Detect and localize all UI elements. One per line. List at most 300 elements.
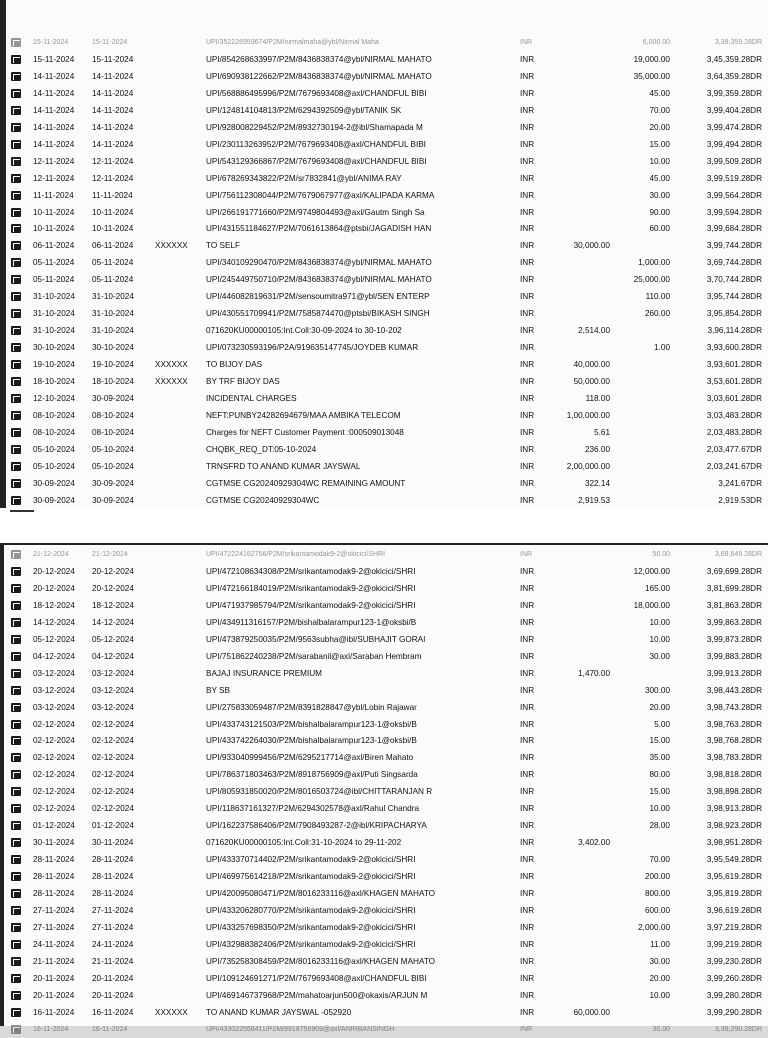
balance-cell: 3,99,260.28DR [706,973,762,983]
balance-cell: 3,95,854.28DR [706,309,762,319]
txn-date-cell: 03-12-2024 [33,668,75,678]
value-date-cell: 31-10-2024 [92,326,134,336]
table-row [0,682,768,699]
description-cell: UPI/124814104813/P2M/6294392509@ybl/TANIK SK [206,105,402,115]
value-date-cell: 14-11-2024 [92,71,134,81]
description-cell: UPI/433022556411/P2M/8918756909@axl/ANIRBANSINGH [206,1025,395,1033]
currency-cell: INR [520,956,535,966]
transaction-icon [11,974,21,983]
description-cell: UPI/928008229452/P2M/8932730194-2@ibl/Shamapada M [206,122,423,132]
table-row [0,665,768,682]
value-date-cell: 30-09-2024 [92,495,134,505]
currency-cell: INR [520,360,535,370]
value-date-cell: 24-11-2024 [92,939,134,949]
deposit-cell: 20.00 [649,973,670,983]
value-date-cell: 05-10-2024 [92,461,134,471]
transaction-icon [11,360,21,369]
transaction-icon [11,686,21,695]
txn-date-cell: 05-12-2024 [33,634,75,644]
txn-date-cell: 31-10-2024 [33,309,75,319]
txn-date-cell: 30-11-2024 [33,838,75,848]
description-cell: TO SELF [206,241,240,251]
deposit-cell: 90.00 [649,207,670,217]
table-row [0,580,768,597]
withdrawal-cell: 1,470.00 [578,668,610,678]
table-row [0,254,768,271]
description-cell: TO ANAND KUMAR JAYSWAL -052920 [206,1007,352,1017]
table-row [0,492,768,509]
currency-cell: INR [520,54,535,64]
currency-cell: INR [520,753,535,763]
value-date-cell: 03-12-2024 [92,685,134,695]
value-date-cell: 21-11-2024 [92,956,134,966]
value-date-cell: 30-10-2024 [92,343,134,353]
transaction-icon [11,479,21,488]
txn-date-cell: 10-11-2024 [33,207,75,217]
description-cell: UPI/433206280770/P2M/srikantamodak9-2@okicici/SHRI [206,905,416,915]
currency-cell: INR [520,889,535,898]
table-row [0,458,768,475]
table-row [0,220,768,237]
currency-cell: INR [520,461,535,471]
value-date-cell: 10-11-2024 [92,224,134,234]
value-date-cell: 21-12-2024 [92,551,128,558]
table-row [0,699,768,716]
value-date-cell: 31-10-2024 [92,309,134,319]
currency-cell: INR [520,444,535,454]
txn-date-cell: 28-11-2024 [33,889,75,898]
table-row [0,102,768,119]
description-cell: UPI/434911316157/P2M/bishalbalarampur123-1@oksbi/B [206,617,417,627]
value-date-cell: 28-11-2024 [92,872,134,882]
currency-cell: INR [520,990,535,1000]
deposit-cell: 30.00 [649,190,670,200]
table-row [0,851,768,868]
transaction-icon [11,652,21,661]
table-row [0,817,768,834]
deposit-cell: 60.00 [649,224,670,234]
txn-date-cell: 05-10-2024 [33,444,75,454]
description-cell: UPI/473879250035/P2M/9563subha@ibl/SUBHAJIT GORAI [206,634,426,644]
transaction-icon [11,241,21,250]
txn-date-cell: 02-12-2024 [33,753,75,763]
value-date-cell: 19-10-2024 [92,360,134,370]
txn-date-cell: 16-11-2024 [33,1025,69,1033]
balance-cell: 3,93,601.28DR [706,360,762,370]
txn-date-cell: 28-11-2024 [33,872,75,882]
currency-cell: INR [520,326,535,336]
transaction-icon [11,753,21,762]
deposit-cell: 30.00 [652,1025,670,1033]
withdrawal-cell: 118.00 [585,393,610,403]
transaction-icon [11,428,21,437]
table-row [0,68,768,85]
table-row [0,732,768,749]
table-row [0,153,768,170]
transaction-icon [11,377,21,386]
value-date-cell: 06-11-2024 [92,241,134,251]
deposit-cell: 28.00 [649,821,670,831]
value-date-cell: 11-11-2024 [92,190,133,200]
description-cell: UPI/678269343822/P2M/sr7832841@ybl/ANIMA RAY [206,173,402,183]
currency-cell: INR [520,393,535,403]
balance-cell: 3,98,913.28DR [706,804,762,814]
description-cell: UPI/786371803463/P2M/8918756909@axl/Puti Singsarda [206,770,418,780]
transaction-icon [11,72,21,81]
value-date-cell: 20-12-2024 [92,566,134,576]
currency-cell: INR [520,71,535,81]
currency-cell: INR [520,770,535,780]
description-cell: NEFT:PUNBY24282694679/MAA AMBIKA TELECOM [206,410,401,420]
txn-date-cell: 08-10-2024 [33,410,75,420]
withdrawal-cell: 60,000.00 [573,1007,610,1017]
txn-date-cell: 24-11-2024 [33,939,75,949]
txn-date-cell: 30-09-2024 [33,478,75,488]
description-cell: TRNSFRD TO ANAND KUMAR JAYSWAL [206,461,361,471]
currency-cell: INR [520,224,535,234]
balance-cell: 3,96,114.28DR [707,326,762,336]
deposit-cell: 600.00 [644,905,670,915]
transaction-icon [11,787,21,796]
withdrawal-cell: 2,514.00 [578,326,610,336]
transaction-icon [11,991,21,1000]
txn-date-cell: 03-12-2024 [33,685,75,695]
balance-cell: 3,99,913.28DR [706,668,762,678]
txn-date-cell: 30-10-2024 [33,343,75,353]
currency-cell: INR [520,973,535,983]
transaction-icon [11,821,21,830]
transaction-icon [11,1025,21,1034]
withdrawal-cell: 40,000.00 [573,360,610,370]
txn-date-cell: 12-11-2024 [33,173,75,183]
deposit-cell: 10.00 [649,804,670,814]
description-cell: UPI/266191771660/P2M/9749804493@axl/Gautm Singh Sa [206,207,425,217]
transaction-icon [11,720,21,729]
txn-date-cell: 02-12-2024 [33,787,75,797]
transaction-icon [11,224,21,233]
transaction-icon [11,38,21,47]
txn-date-cell: 08-10-2024 [33,427,75,437]
balance-cell: 3,70,744.28DR [706,275,762,285]
balance-cell: 3,81,699.28DR [706,583,762,593]
txn-date-cell: 19-10-2024 [33,360,75,370]
value-date-cell: 03-12-2024 [92,702,134,712]
ref-cell: XXXXXX [155,360,188,370]
table-row [0,356,768,373]
value-date-cell: 14-11-2024 [92,122,134,132]
table-row [0,1021,768,1038]
balance-cell: 3,99,359.28DR [706,88,762,98]
balance-cell: 3,98,783.28DR [706,753,762,763]
balance-cell: 2,919.53DR [718,495,762,505]
table-row [0,305,768,322]
transaction-icon [11,669,21,678]
value-date-cell: 02-12-2024 [92,787,134,797]
description-cell: UPI/432988382406/P2M/srikantamodak9-2@okicici/SHRI [206,939,416,949]
deposit-cell: 165.00 [644,583,670,593]
table-row [0,51,768,68]
value-date-cell: 04-12-2024 [92,651,134,661]
balance-cell: 2,03,477.67DR [706,444,762,454]
value-date-cell: 14-11-2024 [92,105,134,115]
description-cell: UPI/245449750710/P2M/8436838374@ybl/NIRMAL MAHATO [206,275,432,285]
ref-cell: XXXXXX [155,1007,188,1017]
table-row [0,631,768,648]
withdrawal-cell: 236.00 [584,444,610,454]
value-date-cell: 15-11-2024 [92,54,134,64]
description-cell: UPI/751862240238/P2M/sarabanil@axl/Saraban Hembram [206,651,422,661]
balance-cell: 3,99,873.28DR [706,634,762,644]
value-date-cell: 10-11-2024 [92,207,134,217]
txn-date-cell: 12-11-2024 [33,156,75,166]
balance-cell: 3,81,863.28DR [706,600,762,610]
balance-cell: 3,99,684.28DR [706,224,762,234]
value-date-cell: 16-11-2024 [92,1025,128,1033]
deposit-cell: 110.00 [645,292,670,302]
table-row [0,648,768,665]
transaction-icon [11,736,21,745]
transaction-icon [11,940,21,949]
deposit-cell: 45.00 [649,88,670,98]
table-row [0,716,768,733]
value-date-cell: 18-10-2024 [92,377,134,386]
value-date-cell: 03-12-2024 [92,668,134,678]
balance-cell: 3,98,923.28DR [706,821,762,831]
transaction-icon [11,584,21,593]
txn-date-cell: 05-10-2024 [33,461,75,471]
txn-date-cell: 15-11-2024 [33,39,69,46]
value-date-cell: 27-11-2024 [92,905,134,915]
transaction-icon [11,906,21,915]
balance-cell: 3,98,768.28DR [706,736,762,746]
txn-date-cell: 14-11-2024 [33,122,75,132]
currency-cell: INR [520,207,535,217]
txn-date-cell: 05-11-2024 [33,275,75,285]
transaction-icon [11,567,21,576]
value-date-cell: 12-11-2024 [92,156,134,166]
balance-cell: 3,99,290.28DR [706,1007,762,1017]
currency-cell: INR [520,292,535,302]
balance-cell: 3,53,601.28DR [706,377,762,386]
value-date-cell: 14-11-2024 [92,88,134,98]
currency-cell: INR [520,1007,535,1017]
transaction-icon [11,496,21,505]
withdrawal-cell: 3,402.00 [578,838,610,848]
withdrawal-cell: 322.14 [584,478,610,488]
description-cell: UPI/472166184019/P2M/srikantamodak9-2@okicici/SHRI [206,583,416,593]
currency-cell: INR [520,105,535,115]
value-date-cell: 14-11-2024 [92,139,134,149]
description-cell: UPI/433370714402/P2M/srikantamodak9-2@okicici/SHRI [206,855,416,865]
balance-cell: 3,98,818.28DR [706,770,762,780]
description-cell: UPI/433257698350/P2M/srikantamodak9-2@okicici/SHRI [206,922,416,932]
description-cell: BY SB [206,685,230,695]
balance-cell: 3,98,763.28DR [706,719,762,729]
transaction-icon [11,394,21,403]
table-row [0,373,768,390]
currency-cell: INR [520,600,535,610]
transaction-icon [11,770,21,779]
table-row [0,441,768,458]
transaction-icon [11,123,21,132]
description-cell: BAJAJ INSURANCE PREMIUM [206,668,323,678]
deposit-cell: 2,000.00 [638,922,670,932]
value-date-cell: 16-11-2024 [92,1007,134,1017]
value-date-cell: 05-11-2024 [92,258,134,268]
value-date-cell: 30-09-2024 [92,393,134,403]
description-cell: CGTMSE CG20240929304WC REMAINING AMOUNT [206,478,406,488]
value-date-cell: 20-11-2024 [92,990,134,1000]
transaction-icon [11,174,21,183]
table-row [0,271,768,288]
transaction-icon [11,703,21,712]
transaction-icon [11,140,21,149]
description-cell: UPI/805931850020/P2M/8016503724@ibl/CHITTARANJAN R [206,787,433,797]
withdrawal-cell: 5.61 [594,427,610,437]
transaction-icon [11,275,21,284]
transaction-icon [11,445,21,454]
value-date-cell: 20-11-2024 [92,973,134,983]
txn-date-cell: 04-12-2024 [33,651,75,661]
deposit-cell: 20.00 [649,702,670,712]
currency-cell: INR [520,787,535,797]
currency-cell: INR [520,258,535,268]
currency-cell: INR [520,668,535,678]
value-date-cell: 20-12-2024 [92,583,134,593]
currency-cell: INR [520,702,535,712]
description-cell: UPI/433743121503/P2M/bishalbalarampur123-1@oksbi/B [206,719,417,729]
table-row [0,919,768,936]
description-cell: BY TRF BIJOY DAS [206,377,280,386]
value-date-cell: 30-09-2024 [92,478,134,488]
description-cell: UPI/430551709941/P2M/7585874470@ptsbi/BIKASH SINGH [206,309,430,319]
deposit-cell: 25,000.00 [633,275,670,285]
deposit-cell: 70.00 [649,855,670,865]
table-row [0,614,768,631]
currency-cell: INR [520,922,535,932]
txn-date-cell: 12-10-2024 [33,393,75,403]
table-row [0,475,768,492]
value-date-cell: 28-11-2024 [92,889,134,898]
currency-cell: INR [520,190,535,200]
transaction-icon [11,838,21,847]
description-cell: UPI/756112308044/P2M/7679067977@axl/KALIPADA KARMA [206,190,435,200]
currency-cell: INR [520,736,535,746]
value-date-cell: 05-11-2024 [92,275,134,285]
balance-cell: 3,99,594.28DR [706,207,762,217]
description-cell: UPI/933040999456/P2M/6295217714@axl/Biren Mahato [206,753,414,763]
deposit-cell: 15.00 [649,736,670,746]
currency-cell: INR [520,478,535,488]
balance-cell: 3,99,883.28DR [706,651,762,661]
description-cell: UPI/472108634308/P2M/srikantamodak9-2@okicici/SHRI [206,566,416,576]
txn-date-cell: 21-11-2024 [33,956,75,966]
balance-cell: 3,99,519.28DR [706,173,762,183]
value-date-cell: 02-12-2024 [92,804,134,814]
transaction-icon [11,1008,21,1017]
table-row [0,187,768,204]
balance-cell: 3,39,290.28DR [714,1025,762,1033]
deposit-cell: 5.00 [654,719,670,729]
balance-cell: 2,03,483.28DR [706,427,762,437]
table-row [0,936,768,953]
deposit-cell: 10.00 [649,990,670,1000]
table-row [0,868,768,885]
deposit-cell: 15.00 [649,139,670,149]
txn-date-cell: 27-11-2024 [33,922,75,932]
currency-cell: INR [520,410,535,420]
transaction-icon [11,411,21,420]
txn-date-cell: 18-12-2024 [33,600,75,610]
value-date-cell: 02-12-2024 [92,736,134,746]
withdrawal-cell: 2,00,000.00 [566,461,610,471]
value-date-cell: 28-11-2024 [92,855,134,865]
txn-date-cell: 21-12-2024 [33,551,69,558]
deposit-cell: 30.00 [649,651,670,661]
table-row [0,749,768,766]
table-row [0,34,768,51]
table-row [0,885,768,902]
table-row [0,170,768,187]
deposit-cell: 19,000.00 [633,54,670,64]
table-row [0,953,768,970]
txn-date-cell: 16-11-2024 [33,1007,75,1017]
currency-cell: INR [520,173,535,183]
transaction-icon [11,872,21,881]
balance-cell: 3,98,443.28DR [706,685,762,695]
transaction-icon [11,309,21,318]
transaction-icon [11,55,21,64]
transaction-icon [11,89,21,98]
ref-cell: XXXXXX [155,377,188,386]
table-row [0,85,768,102]
balance-cell: 3,95,819.28DR [706,889,762,898]
deposit-cell: 800.00 [644,889,670,898]
balance-cell: 3,69,699.28DR [706,566,762,576]
txn-date-cell: 30-09-2024 [33,495,75,505]
txn-date-cell: 02-12-2024 [33,719,75,729]
deposit-cell: 300.00 [644,685,670,695]
txn-date-cell: 20-12-2024 [33,566,75,576]
value-date-cell: 02-12-2024 [92,770,134,780]
description-cell: UPI/275833059487/P2M/8391828847@ybl/Lobin Rajawar [206,702,417,712]
currency-cell: INR [520,905,535,915]
transaction-icon [11,957,21,966]
deposit-cell: 260.00 [644,309,670,319]
balance-cell: 3,39,359.28DR [714,39,762,46]
table-row [0,987,768,1004]
description-cell: TO BIJOY DAS [206,360,263,370]
currency-cell: INR [520,838,535,848]
table-row [0,204,768,221]
txn-date-cell: 20-11-2024 [33,990,75,1000]
value-date-cell: 12-11-2024 [92,173,134,183]
description-cell: UPI/431551184627/P2M/7061613864@ptsbi/JAGADISH HAN [206,224,432,234]
description-cell: UPI/420095080471/P2M/8016233116@axl/KHAGEN MAHATO [206,889,436,898]
transaction-icon [11,292,21,301]
balance-cell: 3,97,219.28DR [706,922,762,932]
txn-date-cell: 03-12-2024 [33,702,75,712]
transaction-icon [11,635,21,644]
deposit-cell: 35,000.00 [633,71,670,81]
txn-date-cell: 06-11-2024 [33,241,75,251]
balance-cell: 3,99,863.28DR [706,617,762,627]
deposit-cell: 35.00 [649,753,670,763]
value-date-cell: 14-12-2024 [92,617,134,627]
currency-cell: INR [520,821,535,831]
description-cell: UPI/109124691271/P2M/7679693408@axl/CHANDFUL BIBI [206,973,427,983]
table-row [0,563,768,580]
